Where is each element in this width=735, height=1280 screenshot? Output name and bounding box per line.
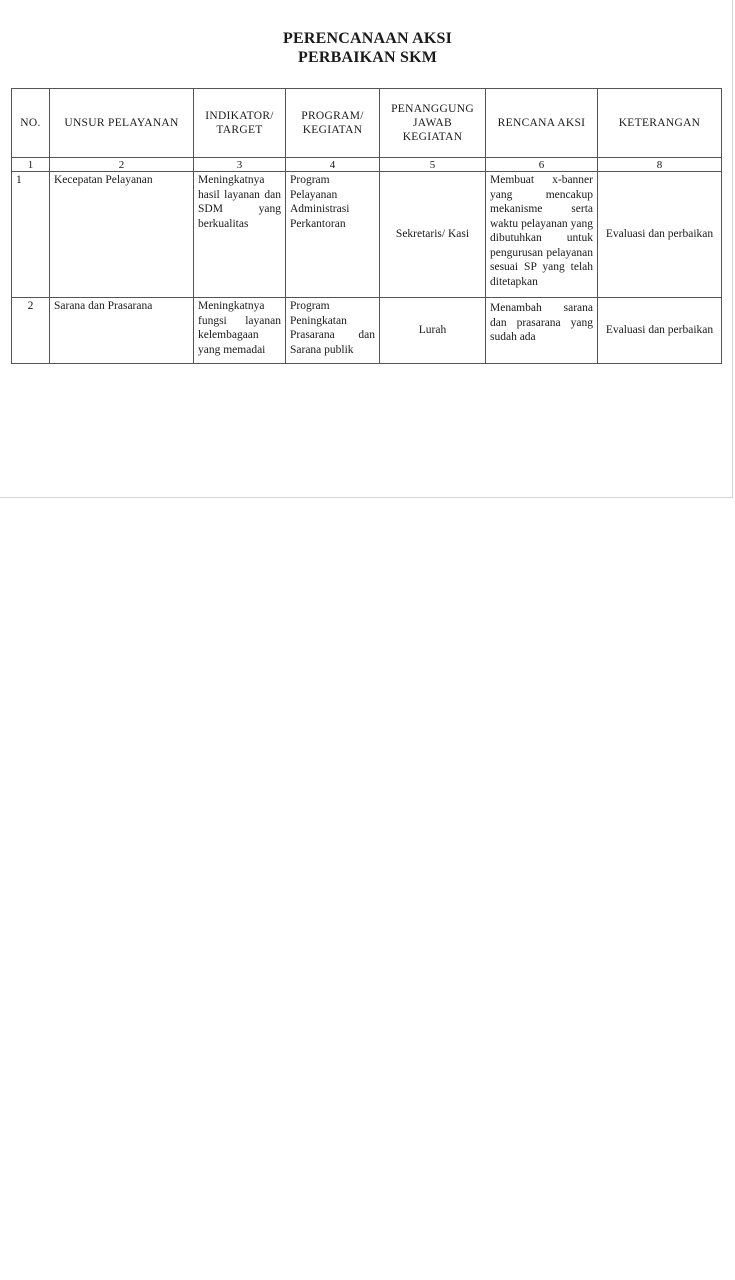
header-penanggung: PENANGGUNG JAWAB KEGIATAN (380, 89, 486, 158)
column-number: 1 (12, 158, 50, 172)
row-keterangan: Evaluasi dan perbaikan (598, 172, 722, 298)
row-penanggung: Lurah (380, 298, 486, 364)
header-keterangan: KETERANGAN (598, 89, 722, 158)
row-program: Program Peningkatan Prasarana dan Sarana publik (286, 298, 380, 364)
row-rencana: Menambah sarana dan prasarana yang sudah ada (486, 298, 598, 364)
column-number-row (12, 158, 722, 172)
header-indikator: INDIKATOR/ TARGET (194, 89, 286, 158)
title-line-1: PERENCANAAN AKSI (283, 30, 452, 47)
table-row (12, 172, 722, 298)
title-line-2: PERBAIKAN SKM (297, 49, 438, 66)
header-unsur: UNSUR PELAYANAN (50, 89, 194, 158)
column-number: 3 (194, 158, 286, 172)
row-rencana: Membuat x-banner yang mencakup mekanisme serta waktu pelayanan yang dibutuhkan untuk pengurusan pelayanan sesuai SP yang telah ditetapkan (486, 172, 598, 298)
table-row (12, 298, 722, 364)
row-penanggung: Sekretaris/ Kasi (380, 172, 486, 298)
column-number: 2 (50, 158, 194, 172)
column-number: 4 (286, 158, 380, 172)
header-program: PROGRAM/ KEGIATAN (286, 89, 380, 158)
row-indikator: Meningkatnya hasil layanan dan SDM yang berkualitas (194, 172, 286, 298)
header-row (12, 89, 722, 158)
row-no: 1 (12, 172, 50, 298)
header-rencana: RENCANA AKSI (486, 89, 598, 158)
row-program: Program Pelayanan Administrasi Perkantoran (286, 172, 380, 298)
row-indikator: Meningkatnya fungsi layanan kelembagaan yang memadai (194, 298, 286, 364)
row-keterangan: Evaluasi dan perbaikan (598, 298, 722, 364)
column-number: 8 (598, 158, 722, 172)
header-no: NO. (12, 89, 50, 158)
action-plan-table (11, 88, 722, 364)
column-number: 6 (486, 158, 598, 172)
document-page (0, 0, 733, 498)
row-unsur: Kecepatan Pelayanan (50, 172, 194, 298)
row-unsur: Sarana dan Prasarana (50, 298, 194, 364)
page-title (0, 29, 735, 67)
column-number: 5 (380, 158, 486, 172)
row-no: 2 (12, 298, 50, 364)
